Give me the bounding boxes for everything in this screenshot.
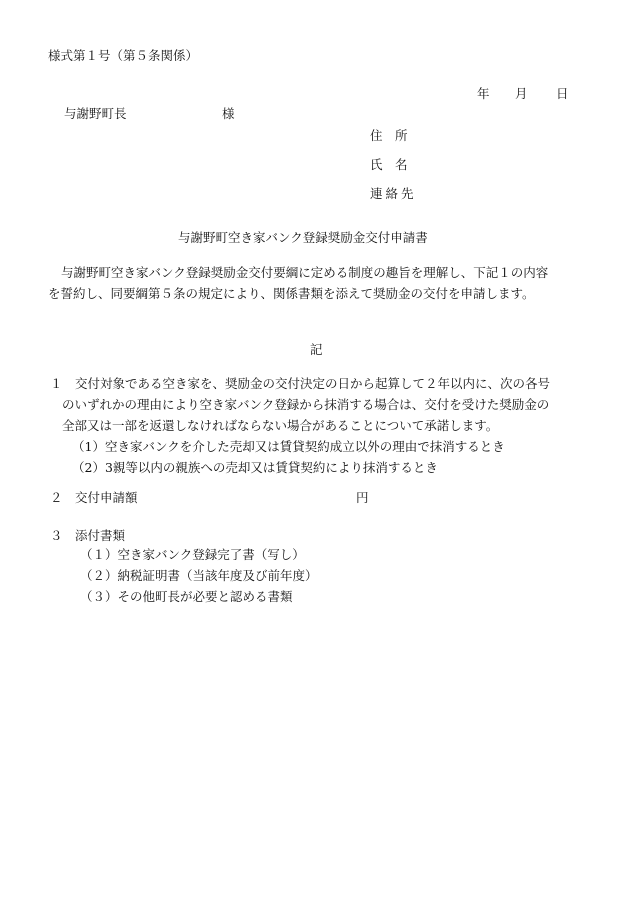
section2-number: ２	[50, 490, 63, 505]
date-month: 月	[515, 86, 528, 101]
section1-line: 交付対象である空き家を、奨励金の交付決定の日から起算して２年以内に、次の各号	[75, 376, 551, 391]
section1-item: （2）3親等以内の親族への売却又は賃貸契約により抹消するとき	[72, 460, 438, 475]
section3-items	[80, 544, 318, 607]
attachment-item: （１）空き家バンク登録完了書（写し）	[80, 547, 305, 562]
section1-line: のいずれかの理由により空き家バンク登録から抹消する場合は、交付を受けた奨励金の	[62, 397, 550, 412]
field-address: 住 所	[370, 128, 408, 143]
intro-line: 与謝野町空き家バンク登録奨励金交付要綱に定める制度の趣旨を理解し、下記１の内容	[61, 265, 549, 280]
addressee-honorific: 様	[222, 106, 235, 121]
section2-label: 交付申請額	[75, 490, 138, 505]
section3-label: 添付書類	[75, 528, 126, 543]
date-day: 日	[556, 86, 569, 101]
date-year: 年	[477, 86, 490, 101]
section1-line: 全部又は一部を返還しなければならない場合があることについて承諾します。	[62, 418, 499, 433]
field-name: 氏 名	[370, 157, 408, 172]
section1-items	[72, 436, 505, 478]
section3-number: ３	[50, 528, 63, 543]
intro-line: を誓約し、同要綱第５条の規定により、関係書類を添えて奨励金の交付を申請します。	[48, 286, 535, 301]
section1-number: １	[50, 376, 63, 391]
attachment-item: （３）その他町長が必要と認める書類	[80, 589, 293, 604]
intro-paragraph	[48, 262, 548, 304]
section2-unit: 円	[356, 490, 369, 505]
attachment-item: （２）納税証明書（当該年度及び前年度）	[80, 568, 318, 583]
form-number: 様式第１号（第５条関係）	[48, 48, 199, 63]
addressee-name: 与謝野町長	[64, 106, 127, 121]
page-title: 与謝野町空き家バンク登録奨励金交付申請書	[178, 230, 428, 245]
ki-heading: 記	[310, 342, 323, 357]
field-contact: 連絡先	[370, 186, 417, 201]
section1-item: （1）空き家バンクを介した売却又は賃貸契約成立以外の理由で抹消するとき	[72, 439, 505, 454]
section1-text	[62, 373, 550, 436]
